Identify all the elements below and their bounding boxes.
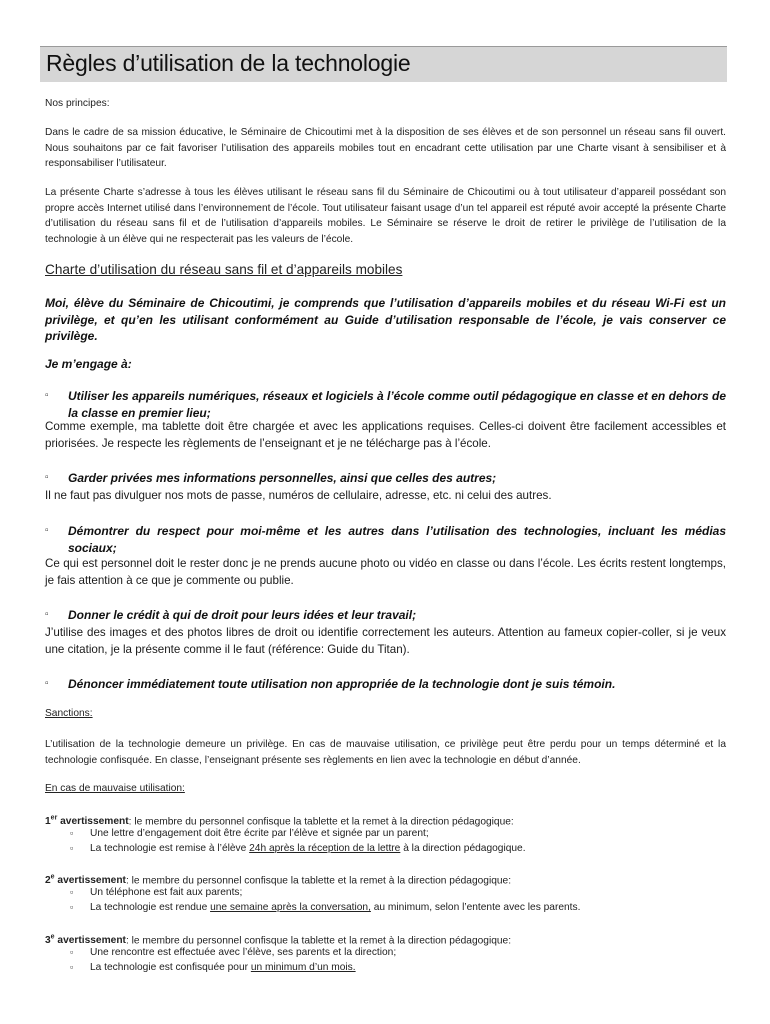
commitment-1-body: Comme exemple, ma tablette doit être chargée et avec les applications requises. Celles-ci doivent être facilement accessibles et priorisées. Je respecte les règlements de l’enseignant et je ne télécharge pas à l’école.: [45, 420, 726, 450]
underlined-term: une semaine après la conversation,: [210, 902, 371, 913]
commitment-4-title: Donner le crédit à qui de droit pour leurs idées et leur travail;: [68, 608, 417, 622]
principes-label: Nos principes:: [45, 98, 110, 109]
commitment-5-title: Dénoncer immédiatement toute utilisation non appropriée de la technologie dont je suis témoin.: [68, 677, 616, 691]
commitment-5-head: [45, 676, 726, 693]
charte-title: Charte d’utilisation du réseau sans fil et d’appareils mobiles: [45, 262, 403, 277]
list-item: ▫ La technologie est rendue une semaine après la conversation, au minimum, selon l’entente avec les parents.: [70, 902, 581, 913]
list-item: ▫ Une rencontre est effectuée avec l’élève, ses parents et la direction;: [70, 947, 397, 958]
list-item: ▫ La technologie est remise à l’élève 24h après la réception de la lettre à la direction pédagogique.: [70, 843, 526, 854]
commitment-4-body: J’utilise des images et des photos libres de droit ou identifie correctement les auteurs. Attention au fameux copier-coller, si je veux une citation, je la présente comme il le faut (référence: Guide du Titan).: [45, 626, 726, 656]
commitment-2-head: [45, 470, 726, 487]
sub-bullet-icon: ▫: [70, 962, 74, 972]
warning-1-sup: er: [50, 815, 58, 822]
sanctions-label: Sanctions:: [45, 708, 93, 719]
sub-bullet-icon: ▫: [70, 843, 74, 853]
warning-3-list: [45, 945, 726, 975]
engage-label: Je m’engage à:: [45, 357, 132, 371]
commitment-3-title: Démontrer du respect pour moi-même et les autres dans l’utilisation des technologies, incluant les médias sociaux;: [68, 524, 726, 555]
commitment-1-title: Utiliser les appareils numériques, réseaux et logiciels à l’école comme outil pédagogique en classe et en dehors de la classe en premier lieu;: [68, 389, 726, 420]
commitment-4-head: [45, 607, 726, 624]
bullet-icon: ▫: [45, 678, 49, 689]
warning-2-num: 2: [45, 875, 51, 887]
list-item: ▫ La technologie est confisquée pour un minimum d’un mois.: [70, 962, 356, 973]
warning-2-list: [45, 885, 726, 915]
commitment-2-title: Garder privées mes informations personnelles, ainsi que celles des autres;: [68, 471, 497, 485]
warning-1-text: : le membre du personnel confisque la tablette et la remet à la direction pédagogique:: [128, 816, 514, 828]
commitment-1-head: [45, 388, 726, 421]
intro-paragraph-2: La présente Charte s’adresse à tous les élèves utilisant le réseau sans fil du Séminaire de Chicoutimi ou à tout utilisateur d’appareil possédant son propre accès Internet utilisé dans l’environnement de l’école. Tout utilisateur faisant usage d’un tel appareil est réputé avoir accepté la présente Charte d’utilisation du réseau sans fil et de l’utilisation d’appareils mobiles. Le Séminaire se réserve le droit de retirer le privilège de l’utilisation de la technologie à un élève qui ne respecterait pas les valeurs de l’école.: [45, 187, 726, 245]
commitment-3-head: [45, 523, 726, 556]
warning-1-label: avertissement: [57, 816, 129, 828]
warning-3-num: 3: [45, 935, 51, 947]
warning-2-text: : le membre du personnel confisque la tablette et la remet à la direction pédagogique:: [125, 875, 512, 887]
warning-2-sup: e: [50, 874, 55, 881]
warning-3-text: : le membre du personnel confisque la tablette et la remet à la direction pédagogique:: [125, 935, 512, 947]
sub-bullet-icon: ▫: [70, 947, 74, 957]
engagement-intro: Moi, élève du Séminaire de Chicoutimi, je comprends que l’utilisation d’appareils mobiles et du réseau Wi-Fi est un privilège, et qu’en les utilisant conformément au Guide d’utilisation responsable de l’école, je vais conserver ce privilège.: [45, 296, 726, 343]
bullet-icon: ▫: [45, 472, 49, 483]
warning-2-label: avertissement: [54, 875, 126, 887]
warning-1-list: [45, 826, 726, 856]
sub-bullet-icon: ▫: [70, 887, 74, 897]
warning-1-num: 1: [45, 816, 51, 828]
list-item: ▫ Une lettre d’engagement doit être écrite par l’élève et signée par un parent;: [70, 828, 429, 839]
bullet-icon: ▫: [45, 609, 49, 620]
commitment-3-body: Ce qui est personnel doit le rester donc je ne prends aucune photo ou vidéo en classe ou dans l’école. Les écrits restent longtemps, je fais attention à ce que je commente ou publie.: [45, 557, 726, 587]
commitment-2-body: Il ne faut pas divulguer nos mots de passe, numéros de cellulaire, adresse, etc. ni celui des autres.: [45, 489, 552, 502]
warning-3-sup: e: [50, 934, 55, 941]
underlined-term: 24h après la réception de la lettre: [249, 843, 401, 854]
list-item: ▫ Un téléphone est fait aux parents;: [70, 887, 243, 898]
underlined-term: un minimum d’un mois.: [250, 962, 356, 973]
misuse-label: En cas de mauvaise utilisation:: [45, 783, 185, 794]
bullet-icon: ▫: [45, 390, 49, 401]
bullet-icon: ▫: [45, 525, 49, 536]
warning-3-label: avertissement: [54, 935, 126, 947]
sub-bullet-icon: ▫: [70, 902, 74, 912]
title-bar: [40, 46, 727, 82]
page-title: Règles d’utilisation de la technologie: [46, 50, 411, 76]
sub-bullet-icon: ▫: [70, 828, 74, 838]
sanctions-text: L’utilisation de la technologie demeure un privilège. En cas de mauvaise utilisation, ce privilège peut être perdu pour un temps déterminé et la technologie confisquée. En classe, l’enseignant présente ses règlements en lien avec la technologie en début d’année.: [45, 739, 726, 766]
intro-paragraph-1: Dans le cadre de sa mission éducative, le Séminaire de Chicoutimi met à la disposition de ses élèves et de son personnel un réseau sans fil ouvert. Nous souhaitons par ce fait favoriser l’utilisation des appareils mobiles tout en encadrant cette utilisation par une Charte visant à sensibiliser et à responsabiliser l’utilisateur.: [45, 127, 726, 169]
